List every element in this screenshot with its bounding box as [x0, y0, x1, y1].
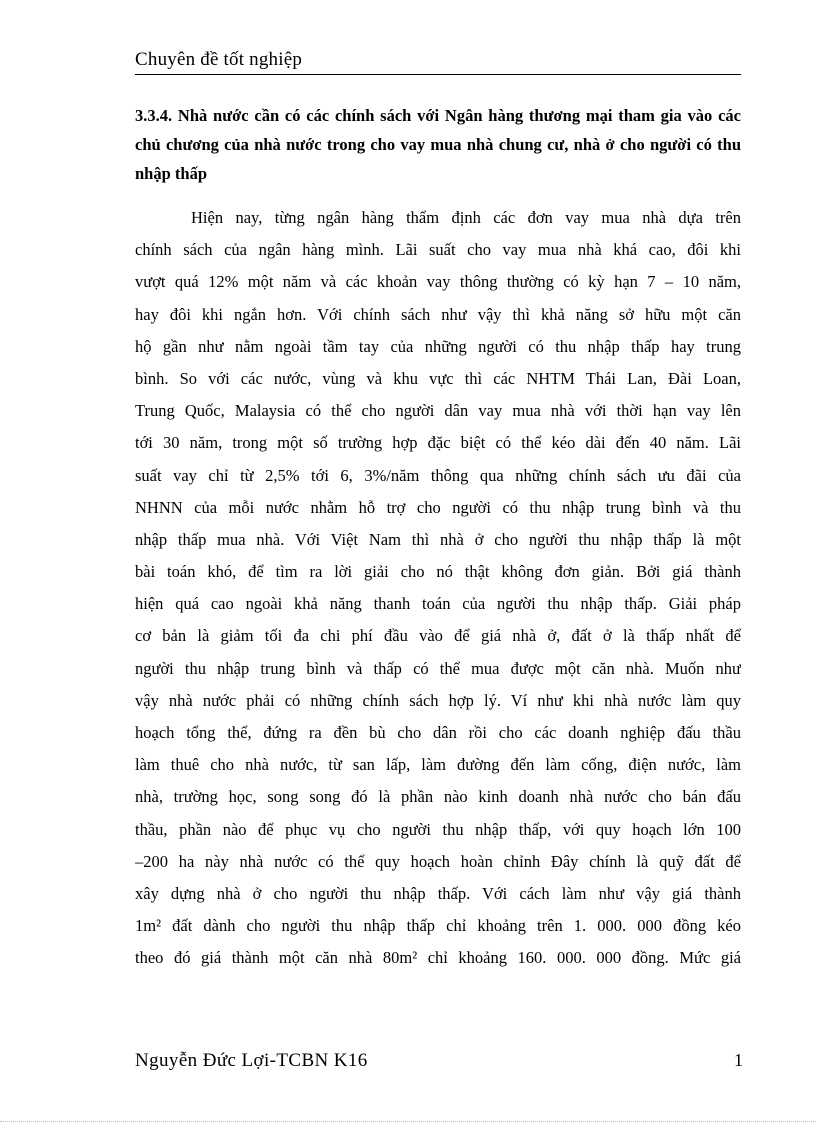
body-line: nhập thấp mua nhà. Với Việt Nam thì nhà ở cho người thu nhập thấp là một [135, 529, 741, 549]
page-bottom-edge [0, 1121, 816, 1122]
body-line: bình. So với các nước, vùng và khu vực thì các NHTM Thái Lan, Đài Loan, [135, 368, 741, 388]
body-line: làm thuê cho nhà nước, từ san lấp, làm đường đến làm cống, điện nước, làm [135, 755, 741, 775]
body-line: 1m² đất dành cho người thu nhập thấp chỉ khoảng trên 1. 000. 000 đồng kéo [135, 916, 741, 936]
body-line: –200 ha này nhà nước có thể quy hoạch hoàn chỉnh Đây chính là quỹ đất để [135, 851, 741, 871]
body-line: xây dựng nhà ở cho người thu nhập thấp. Với cách làm như vậy giá thành [135, 883, 741, 903]
body-line: bài toán khó, để tìm ra lời giải cho nó thật không đơn giản. Bởi giá thành [135, 562, 741, 582]
body-line: Hiện nay, từng ngân hàng thẩm định các đơn vay mua nhà dựa trên [191, 208, 741, 227]
body-line: NHNN của mỗi nước nhằm hỗ trợ cho người có thu nhập trung bình và thu [135, 497, 741, 517]
section-heading: 3.3.4. Nhà nước cần có các chính sách với Ngân hàng thương mại tham gia vào các chủ chương của nhà nước trong cho vay mua nhà chung cư, nhà ở cho người có thu nhập thấp [135, 106, 741, 183]
page-header-title: Chuyên đề tốt nghiệp [135, 49, 303, 70]
body-line: hoạch tổng thể, đứng ra đền bù cho dân rồi cho các doanh nghiệp đấu thầu [135, 723, 741, 742]
body-line: chính sách của ngân hàng mình. Lãi suất cho vay mua nhà khá cao, đôi khi [135, 240, 741, 260]
body-line: hay đôi khi ngắn hơn. Với chính sách như vậy thì khả năng sở hữu một căn [135, 304, 741, 324]
body-line: suất vay chỉ từ 2,5% tới 6, 3%/năm thông qua những chính sách ưu đãi của [135, 465, 741, 485]
footer-author: Nguyễn Đức Lợi-TCBN K16 [135, 1050, 368, 1071]
body-line: theo đó giá thành một căn nhà 80m² chỉ khoảng 160. 000. 000 đồng. Mức giá [135, 948, 741, 968]
body-line: vậy nhà nước phải có những chính sách hợp lý. Ví như khi nhà nước làm quy [135, 690, 741, 710]
body-line: tới 30 năm, trong một số trường hợp đặc biệt có thể kéo dài đến 40 năm. Lãi [135, 433, 741, 453]
page-number: 1 [734, 1050, 743, 1070]
body-line: người thu nhập trung bình và thấp có thể mua được một căn nhà. Muốn như [135, 658, 741, 678]
body-line: hộ gần như nằm ngoài tầm tay của những người có thu nhập thấp hay trung [135, 336, 741, 356]
body-line: hiện quá cao ngoài khả năng thanh toán của người thu nhập thấp. Giải pháp [135, 594, 741, 614]
body-line: nhà, trường học, song song đó là phần nào kinh doanh nhà nước cho bán đấu [135, 787, 741, 807]
body-line: Trung Quốc, Malaysia có thể cho người dân vay mua nhà với thời hạn vay lên [135, 401, 741, 421]
header-divider [135, 74, 741, 75]
body-paragraph [135, 202, 741, 975]
body-line: cơ bản là giảm tối đa chi phí đầu vào để giá nhà ở, đất ở là thấp nhất để [135, 626, 741, 646]
body-line: thầu, phần nào để phục vụ cho người thu nhập thấp, với quy hoạch lớn 100 [135, 819, 741, 839]
body-line: vượt quá 12% một năm và các khoản vay thông thường có kỳ hạn 7 – 10 năm, [135, 272, 741, 292]
